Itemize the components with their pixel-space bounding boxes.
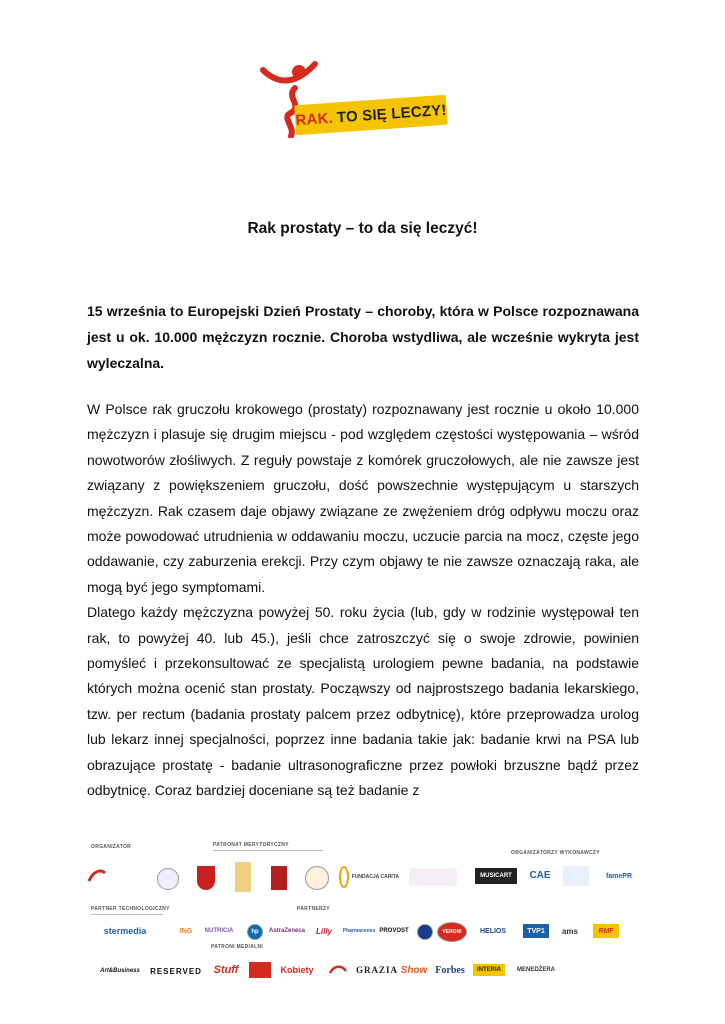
tech-divider bbox=[91, 914, 163, 915]
lead-paragraph: 15 września to Europejski Dzień Prostaty – choroby, która w Polsce rozpoznawana jest u ok. 10.000 mężczyzn rocznie. Choroba wstydliwa, ale wcześnie wykryta jest wyleczalna. bbox=[87, 303, 639, 371]
tech-partner-label: PARTNER TECHNOLOGICZNY bbox=[91, 906, 170, 912]
media-show-logo: Show bbox=[400, 964, 428, 976]
patron-emblem-2 bbox=[197, 866, 215, 890]
media-logo-red bbox=[249, 962, 271, 978]
media-artbusiness-logo: Art&Business bbox=[100, 968, 140, 974]
patron-emblem-5 bbox=[305, 866, 329, 890]
partner-veroni-logo: VERONI bbox=[437, 922, 467, 942]
media-menedzera-logo: MENEDŻERA bbox=[516, 967, 555, 973]
media-interia-logo: INTERIA bbox=[473, 964, 505, 976]
executor-logo-c bbox=[563, 866, 589, 886]
body-paragraph-2: Dlatego każdy mężczyzna powyżej 50. roku życia (lub, gdy w rodzinie występował ten rak, to powyżej 40. lub 45.), jeśli chce zatroszczyć się o swoje zdrowie, powinien pomyśleć i przekonsultować ze specjalistą urologiem pewne badania, na podstawie których można ocenić stan prostaty. Począwszy od najprostszego badania lekarskiego, tzw. per rectum (badania prostaty palcem przez odbytnicę), które przeprowadza urolog lub lekarz innej specjalności, poprzez inne badania takie jak: badanie krwi na PSA lub obrazujące prostatę - badanie ultrasonograficzne przez powłoki brzuszne bądź przez odbytnicę. Coraz bardziej doceniane są też badanie z bbox=[87, 604, 639, 799]
partner-helios-logo: HELIOS bbox=[479, 927, 507, 935]
partner-provost-logo: PROVOST bbox=[379, 928, 409, 934]
media-stuff-logo: Stuff bbox=[213, 964, 239, 976]
patron-emblem-4 bbox=[271, 866, 287, 890]
body-paragraph-1: W Polsce rak gruczołu krokowego (prostaty) rozpoznawany jest rocznie u około 10.000 mężczyzn i plasuje się drugim miejscu - pod względem częstości występowania – wśród nowotworów złośliwych. Z reguły powstaje z komórek gruczołowych, ale nie zawsze jest związany z powiększeniem gruczołu, dość powszechnie występującym u starszych mężczyzn. Rak czasem daje objawy związane ze zwężeniem dróg odpływu moczu oraz może powodować utrudnienia w oddawaniu moczu, uczucie parcia na mocz, częste jego oddawanie, czy zaburzenia erekcji. Przy czym objawy te nie zawsze oznaczają raka, ale mogą być jego symptomami. bbox=[87, 401, 639, 595]
organizer-logo bbox=[87, 862, 143, 890]
executor-famepr-logo: famePR bbox=[605, 872, 633, 880]
partner-rmf-logo: RMF bbox=[593, 924, 619, 938]
logo-slogan-text: TO SIĘ LECZY! bbox=[336, 101, 448, 126]
document-title: Rak prostaty – to da się leczyć! bbox=[247, 220, 478, 237]
patronage-label: PATRONAT MERYTORYCZNY bbox=[213, 842, 289, 848]
media-reserved-logo: RESERVED bbox=[150, 966, 202, 976]
logo-rak-text: RAK. bbox=[294, 109, 334, 129]
patron-emblem-3 bbox=[235, 862, 251, 892]
media-kobiety-logo: Kobiety bbox=[280, 965, 314, 975]
sponsors-footer bbox=[87, 840, 647, 980]
partner-emblem bbox=[417, 924, 433, 940]
fundacja-circle-icon bbox=[339, 866, 349, 888]
partner-astrazeneca-logo: AstraZeneca bbox=[268, 928, 306, 934]
patronage-divider bbox=[213, 850, 323, 851]
swirl-icon bbox=[328, 963, 348, 977]
partners-label: PARTNERZY bbox=[297, 906, 330, 912]
executor-musicart-logo: MUSICART bbox=[475, 868, 517, 884]
executor-cae-logo: CAE bbox=[529, 869, 551, 881]
executor-logo-a bbox=[409, 868, 457, 886]
partner-lilly-logo: Lilly bbox=[315, 926, 332, 936]
media-forbes-logo: Forbes bbox=[435, 964, 465, 976]
logo bbox=[255, 58, 455, 148]
organizer-swirl-icon bbox=[87, 867, 107, 885]
media-logo-swirl bbox=[327, 962, 349, 978]
media-label: PATRONI MEDIALNI bbox=[211, 944, 264, 950]
partner-pharmacenes-logo: Pharmacenes bbox=[342, 928, 376, 934]
partner-ing-logo: ING bbox=[179, 927, 193, 935]
media-grazia-logo: GRAZIA bbox=[356, 965, 399, 975]
stermedia-logo: stermedia bbox=[103, 926, 147, 936]
patron-emblem-1 bbox=[157, 868, 179, 890]
body-text bbox=[87, 397, 639, 804]
organizer-label: ORGANIZATOR bbox=[91, 844, 132, 850]
partner-hp-logo: hp bbox=[247, 924, 263, 940]
partner-tvp1-logo: TVP1 bbox=[523, 924, 549, 938]
partner-nutricia-logo: NUTRICIA bbox=[204, 928, 234, 934]
executors-label: ORGANIZATORZY WYKONAWCZY bbox=[511, 850, 600, 856]
partner-ams-logo: ams bbox=[561, 926, 578, 936]
fundacja-carita-logo: FUNDACJA CARITA bbox=[339, 864, 399, 890]
